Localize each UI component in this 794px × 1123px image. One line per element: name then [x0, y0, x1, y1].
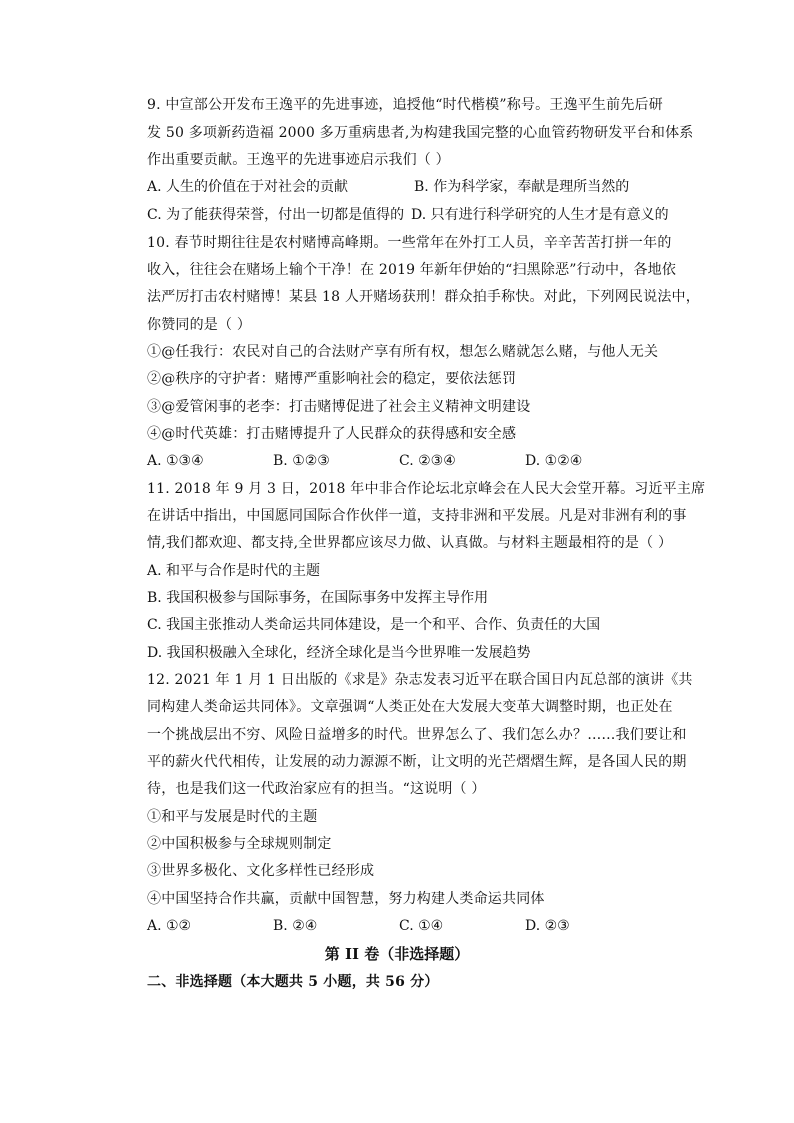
section-title: 第 II 卷（非选择题） — [324, 945, 470, 963]
question-10-statement-3: ③@爱管闲事的老李：打击赌博促进了社会主义精神文明建设 — [147, 399, 531, 415]
question-10-option-a: A. ①③④ — [147, 453, 204, 469]
question-11-option-d: D. 我国积极融入全球化，经济全球化是当今世界唯一发展趋势 — [147, 645, 531, 661]
question-9-line-3: 作出重要贡献。王逸平的先进事迹启示我们（ ） — [147, 152, 450, 168]
question-11-line-1: 11. 2018 年 9 月 3 日，2018 年中非合作论坛北京峰会在人民大会堂开幕。习近平主席 — [147, 481, 706, 497]
question-12-statement-3: ③世界多极化、文化多样性已经形成 — [147, 863, 375, 879]
question-9-option-c: C. 为了能获得荣誉，付出一切都是值得的 — [147, 207, 405, 223]
question-10-statement-2: ②@秩序的守护者：赌博严重影响社会的稳定，要依法惩罚 — [147, 371, 517, 387]
question-12-option-d: D. ②③ — [525, 918, 570, 934]
question-12-line-5: 待，也是我们这一代政治家应有的担当。“这说明（ ） — [147, 781, 486, 797]
question-11-option-c: C. 我国主张推动人类命运共同体建设，是一个和平、合作、负责任的大国 — [147, 617, 601, 633]
question-12-line-3: 一个挑战层出不穷、风险日益增多的时代。世界怎么了、我们怎么办？……我们要让和 — [147, 727, 687, 743]
question-10-statement-1: ①@任我行：农民对自己的合法财产享有所有权，想怎么赌就怎么赌，与他人无关 — [147, 344, 659, 360]
question-12-option-a: A. ①② — [147, 918, 192, 934]
question-11-option-a: A. 和平与合作是时代的主题 — [147, 563, 321, 579]
question-10-statement-4: ④@时代英雄：打击赌博提升了人民群众的获得感和安全感 — [147, 426, 517, 442]
question-10-line-3: 法严厉打击农村赌博！某县 18 人开赌场获刑！群众拍手称快。对此，下列网民说法中， — [147, 289, 700, 305]
question-11-line-2: 在讲话中指出，中国愿同国际合作伙伴一道，支持非洲和平发展。凡是对非洲有利的事 — [147, 508, 687, 524]
question-9-option-b: B. 作为科学家，奉献是理所当然的 — [414, 179, 630, 195]
question-12-line-4: 平的薪火代代相传，让发展的动力源源不断，让文明的光芒熠熠生辉，是各国人民的期 — [147, 754, 687, 770]
question-12-option-c: C. ①④ — [399, 918, 444, 934]
question-10-line-1: 10. 春节时期往往是农村赌博高峰期。一些常年在外打工人员，辛辛苦苦打拼一年的 — [147, 235, 672, 251]
question-10-option-c: C. ②③④ — [399, 453, 456, 469]
question-10-line-4: 你赞同的是（ ） — [147, 317, 252, 333]
section-subtitle: 二、非选择题（本大题共 5 小题，共 56 分） — [147, 974, 439, 990]
question-12-option-b: B. ②④ — [273, 918, 318, 934]
question-12-statement-4: ④中国坚持合作共赢，贡献中国智慧，努力构建人类命运共同体 — [147, 891, 545, 907]
question-10-option-d: D. ①②④ — [525, 453, 583, 469]
question-9-option-a: A. 人生的价值在于对社会的贡献 — [147, 179, 349, 195]
question-12-line-2: 同构建人类命运共同体》。文章强调“人类正处在大发展大变革大调整时期，也正处在 — [147, 699, 673, 715]
question-9-line-1: 9. 中宣部公开发布王逸平的先进事迹，追授他“时代楷模”称号。王逸平生前先后研 — [147, 97, 663, 113]
question-9-option-d: D. 只有进行科学研究的人生才是有意义的 — [411, 207, 669, 223]
question-11-line-3: 情,我们都欢迎、都支持,全世界都应该尽力做、认真做。与材料主题最相符的是（ ） — [147, 535, 673, 551]
question-10-option-b: B. ①②③ — [273, 453, 330, 469]
question-12-statement-1: ①和平与发展是时代的主题 — [147, 809, 318, 825]
question-9-line-2: 发 50 多项新药造福 2000 多万重病患者,为构建我国完整的心血管药物研发平台和体系 — [147, 125, 694, 141]
question-12-line-1: 12. 2021 年 1 月 1 日出版的《求是》杂志发表习近平在联合国日内瓦总部的演讲《共 — [147, 672, 693, 688]
question-12-statement-2: ②中国积极参与全球规则制定 — [147, 836, 332, 852]
question-11-option-b: B. 我国积极参与国际事务，在国际事务中发挥主导作用 — [147, 590, 489, 606]
question-10-line-2: 收入，往往会在赌场上输个干净！在 2019 年新年伊始的“扫黑除恶”行动中，各地依 — [147, 262, 677, 278]
